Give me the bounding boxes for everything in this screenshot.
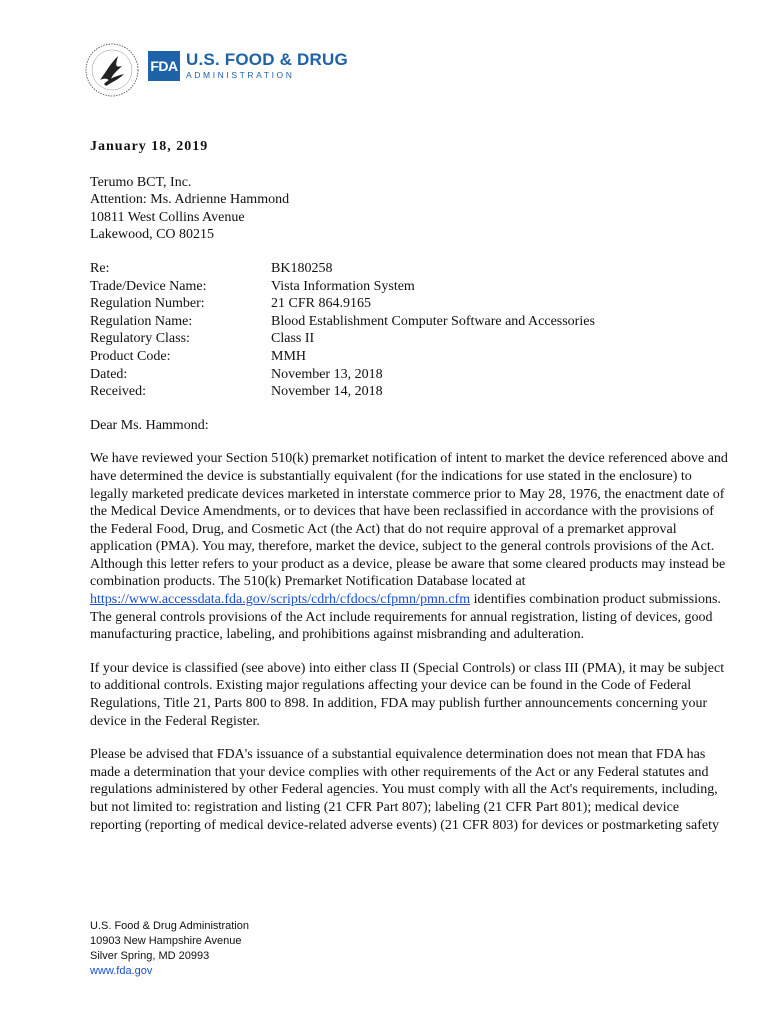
agency-subtitle: ADMINISTRATION: [186, 70, 295, 80]
footer-address: [90, 919, 249, 979]
agency-name: U.S. FOOD & DRUG: [186, 50, 348, 69]
meta-value: Vista Information System: [271, 278, 415, 294]
address-line: Terumo BCT, Inc.: [90, 174, 192, 190]
meta-label: Trade/Device Name:: [90, 278, 207, 294]
salutation: Dear Ms. Hammond:: [90, 417, 209, 433]
meta-label: Regulation Number:: [90, 296, 205, 312]
footer-line: Silver Spring, MD 20993: [90, 950, 210, 962]
paragraph-1: [90, 450, 730, 644]
meta-value: November 14, 2018: [271, 384, 383, 400]
meta-label: Received:: [90, 384, 146, 400]
meta-label: Product Code:: [90, 348, 171, 364]
footer-website-link[interactable]: www.fda.gov: [90, 965, 153, 977]
meta-value: BK180258: [271, 260, 333, 276]
fda-logo: [148, 50, 348, 81]
address-line: Attention: Ms. Adrienne Hammond: [90, 192, 290, 208]
paragraph-2: If your device is classified (see above) into either class II (Special Controls) or class III (PMA), it may be subject to additional controls. Existing major regulations affecting your device can be found in the Code of Federal Regulations, Title 21, Parts 800 to 898. In addition, FDA may publish further announcements concerning your device in the Federal Register.: [90, 660, 725, 729]
meta-label: Regulatory Class:: [90, 331, 190, 347]
paragraph-1-text-cont: identifies combination product submissions. The general controls provisions of the Act include requirements for annual registration, listing of devices, good manufacturing practice, labeling, and prohibitions against misbranding and adulteration.: [90, 592, 721, 643]
paragraph-1-text: We have reviewed your Section 510(k) premarket notification of intent to market the device referenced above and have determined the device is substantially equivalent (for the indications for use stated in the enclosure) to legally marketed predicate devices marketed in interstate commerce prior to May 28, 1976, the enactment date of the Medical Device Amendments, or to devices that have been reclassified in accordance with the provisions of the Federal Food, Drug, and Cosmetic Act (the Act) that do not require approval of a premarket approval application (PMA). You may, therefore, market the device, subject to the general controls provisions of the Act. Although this letter refers to your product as a device, please be aware that some cleared products may instead be combination products. The 510(k) Premarket Notification Database located at: [90, 451, 728, 590]
meta-label: Re:: [90, 260, 110, 276]
meta-value: November 13, 2018: [271, 366, 383, 382]
meta-label: Regulation Name:: [90, 313, 193, 329]
fda-wordmark: [186, 50, 348, 81]
address-line: 10811 West Collins Avenue: [90, 209, 245, 225]
paragraph-3: Please be advised that FDA's issuance of a substantial equivalence determination does not mean that FDA has made a determination that your device complies with other requirements of the Act or any Federal statutes and regulations administered by other Federal agencies. You must comply with all the Act's requirements, including, but not limited to: registration and listing (21 CFR Part 807); labeling (21 CFR Part 801); medical device reporting (reporting of medical device-related adverse events) (21 CFR 803) for devices or postmarketing safety: [90, 747, 720, 833]
letter-body: [90, 138, 730, 834]
device-info-table: [90, 260, 730, 401]
address-line: Lakewood, CO 80215: [90, 227, 215, 243]
meta-value: Class II: [271, 331, 315, 347]
recipient-address: [90, 174, 730, 244]
meta-value: Blood Establishment Computer Software and Accessories: [271, 313, 595, 329]
letter-date: January 18, 2019: [90, 139, 209, 154]
meta-value: MMH: [271, 348, 307, 364]
hhs-eagle-seal-icon: [84, 42, 140, 98]
footer-line: 10903 New Hampshire Avenue: [90, 935, 242, 947]
pmn-database-link[interactable]: https://www.accessdata.fda.gov/scripts/cdrh/cfdocs/cfpmn/pmn.cfm: [90, 592, 471, 608]
meta-value: 21 CFR 864.9165: [271, 296, 371, 312]
fda-box-logo: FDA: [148, 51, 180, 81]
meta-label: Dated:: [90, 366, 128, 382]
footer-line: U.S. Food & Drug Administration: [90, 920, 249, 932]
